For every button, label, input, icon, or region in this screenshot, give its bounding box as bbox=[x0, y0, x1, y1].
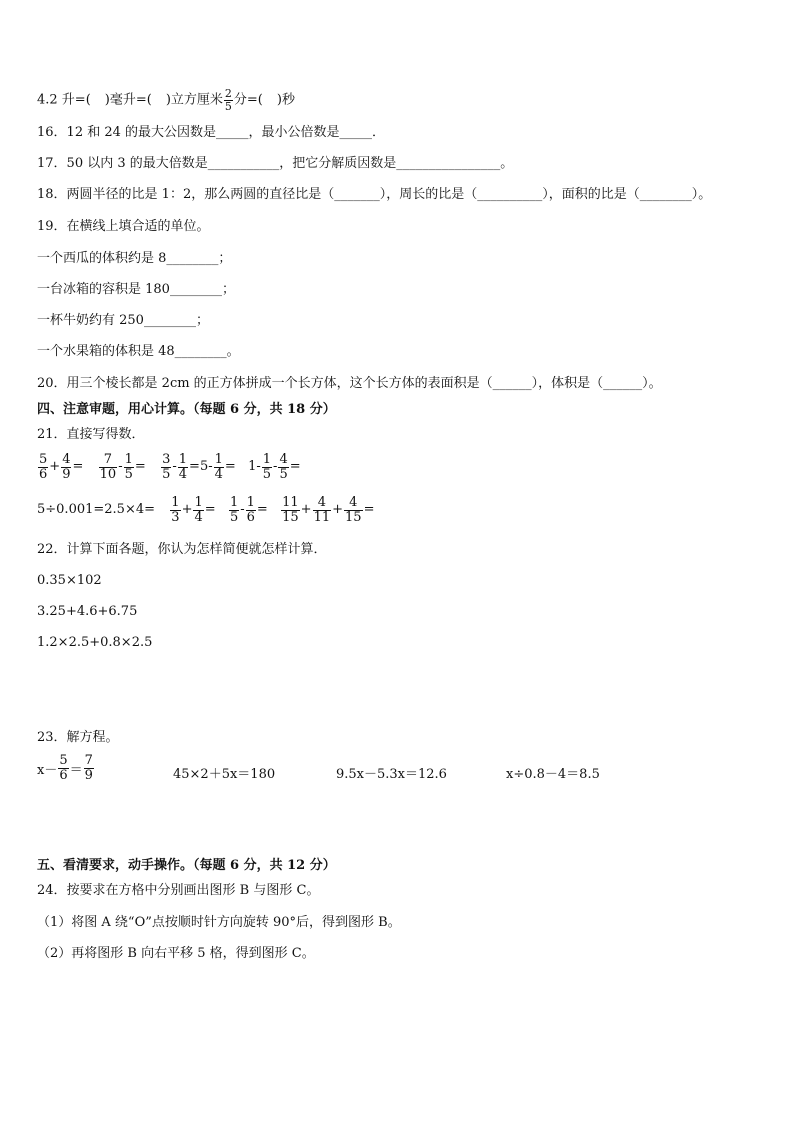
section-5-heading: 五、看清要求，动手操作。（每题 6 分，共 12 分） bbox=[37, 858, 336, 873]
r1-frac-2 bbox=[61, 453, 71, 481]
r1-frac-4-den: 5 bbox=[124, 466, 133, 482]
r1-frac-4-num: 1 bbox=[124, 452, 133, 467]
r2-text-2: 2.5×4= bbox=[104, 502, 156, 518]
r2-frac-2 bbox=[193, 496, 203, 524]
r1-op-2: - bbox=[118, 459, 123, 475]
r1-text-7: 5- bbox=[199, 459, 213, 475]
r1-frac-5 bbox=[161, 453, 171, 481]
r2-frac-7-den: 15 bbox=[345, 509, 362, 525]
q15-part-c: )立方厘米 bbox=[165, 92, 223, 108]
r1-frac-5-den: 5 bbox=[162, 466, 171, 482]
q20-text: 20．用三个棱长都是 2cm 的正方体拼成一个长方体，这个长方体的表面积是（______），体积是（______）。 bbox=[37, 376, 662, 391]
r2-op-4: + bbox=[332, 502, 344, 518]
q19-item-1: 一个西瓜的体积约是 8________； bbox=[37, 251, 232, 266]
r2-frac-7 bbox=[344, 496, 363, 524]
r2-frac-2-num: 1 bbox=[194, 495, 203, 510]
r2-frac-1 bbox=[170, 496, 180, 524]
r1-frac-6 bbox=[178, 453, 188, 481]
q16-text: 16．12 和 24 的最大公因数是_____，最小公倍数是_____． bbox=[37, 125, 386, 140]
r2-frac-6 bbox=[313, 496, 332, 524]
q19-title: 19．在横线上填合适的单位。 bbox=[37, 219, 210, 234]
r2-frac-3 bbox=[229, 496, 239, 524]
r1-frac-8-num: 1 bbox=[262, 452, 272, 467]
r2-frac-4-num: 1 bbox=[246, 495, 255, 510]
q15-part-e: )秒 bbox=[276, 92, 295, 108]
q23-equation-2: 45×2＋5x＝180 bbox=[173, 767, 276, 782]
q15-part-d: 分=( bbox=[233, 92, 263, 108]
r2-frac-7-num: 4 bbox=[344, 496, 363, 511]
r2-eq-2: = bbox=[256, 502, 268, 518]
r2-frac-4-den: 6 bbox=[246, 509, 255, 525]
q19-item-3: 一杯牛奶约有 250________； bbox=[37, 313, 209, 328]
r1-eq-1: = bbox=[72, 459, 84, 475]
q23-eq1-frac-1-num: 5 bbox=[59, 753, 68, 768]
r1-frac-7 bbox=[214, 453, 224, 481]
q23-eq1-frac-2-num: 7 bbox=[84, 753, 93, 768]
r1-frac-3 bbox=[99, 453, 118, 481]
r1-eq-4: = bbox=[224, 459, 236, 475]
q23-title: 23．解方程。 bbox=[37, 730, 119, 745]
r1-frac-8 bbox=[262, 453, 272, 481]
r2-frac-5-num: 11 bbox=[282, 495, 299, 510]
q15-fraction bbox=[224, 88, 233, 112]
q15-fraction-num: 2 bbox=[224, 87, 232, 100]
r1-frac-7-den: 4 bbox=[214, 466, 223, 482]
r1-frac-9 bbox=[278, 453, 288, 481]
r2-op-2: - bbox=[240, 502, 245, 518]
r2-frac-1-den: 3 bbox=[171, 509, 180, 525]
q22-item-3: 1.2×2.5+0.8×2.5 bbox=[37, 635, 153, 650]
r1-op-5: - bbox=[273, 459, 278, 475]
r2-eq-3: = bbox=[363, 502, 375, 518]
r2-op-3: + bbox=[300, 502, 312, 518]
q23-eq1-frac-1 bbox=[58, 754, 68, 782]
q23-eq1-pre: x－ bbox=[37, 762, 58, 778]
q24-title: 24．按要求在方格中分别画出图形 B 与图形 C。 bbox=[37, 883, 320, 898]
r1-frac-1 bbox=[38, 453, 48, 481]
r1-eq-3: = bbox=[189, 459, 200, 475]
r2-frac-5 bbox=[281, 496, 300, 524]
r2-frac-3-num: 1 bbox=[229, 495, 239, 510]
q22-item-1: 0.35×102 bbox=[37, 573, 102, 588]
q19-item-2: 一台冰箱的容积是 180________； bbox=[37, 282, 235, 297]
r2-frac-5-den: 15 bbox=[282, 509, 299, 525]
q23-eq1-frac-1-den: 6 bbox=[59, 767, 68, 783]
r1-frac-5-num: 3 bbox=[162, 452, 171, 467]
r1-frac-3-den: 10 bbox=[99, 466, 117, 482]
r1-frac-7-num: 1 bbox=[214, 452, 223, 467]
q21-row-2 bbox=[37, 496, 374, 524]
r2-frac-4 bbox=[246, 496, 256, 524]
r1-eq-2: = bbox=[134, 459, 146, 475]
r1-frac-2-num: 4 bbox=[62, 452, 71, 467]
q23-equation-3: 9.5x－5.3x＝12.6 bbox=[336, 767, 447, 782]
q15-part-a: 4.2 升=( bbox=[37, 92, 91, 108]
q24-step-1: （1）将图 A 绕“O”点按顺时针方向旋转 90°后，得到图形 B。 bbox=[37, 915, 401, 930]
r1-frac-1-den: 6 bbox=[39, 466, 48, 482]
q18-text: 18．两圆半径的比是 1：2，那么两圆的直径比是（_______），周长的比是（__________），面积的比是（________）。 bbox=[37, 187, 712, 202]
q23-eq1-frac-2-den: 9 bbox=[84, 767, 93, 783]
q15-fraction-den: 5 bbox=[224, 99, 232, 113]
r2-frac-1-num: 1 bbox=[171, 495, 180, 510]
q22-item-2: 3.25+4.6+6.75 bbox=[37, 604, 138, 619]
q24-step-2: （2）再将图形 B 向右平移 5 格，得到图形 C。 bbox=[37, 946, 315, 961]
q23-equation-4: x÷0.8－4＝8.5 bbox=[506, 767, 600, 782]
q23-equation-1 bbox=[37, 754, 95, 782]
r1-frac-3-num: 7 bbox=[99, 453, 118, 468]
q23-eq1-equals: ＝ bbox=[69, 762, 83, 778]
r1-frac-2-den: 9 bbox=[62, 466, 71, 482]
r2-frac-3-den: 5 bbox=[229, 509, 239, 525]
r2-op-1: + bbox=[181, 502, 193, 518]
r2-frac-6-den: 11 bbox=[313, 509, 331, 525]
r2-frac-2-den: 4 bbox=[194, 509, 203, 525]
section-4-heading: 四、注意审题，用心计算。（每题 6 分，共 18 分） bbox=[37, 402, 336, 417]
r1-frac-9-den: 5 bbox=[279, 466, 288, 482]
q23-eq1-frac-2 bbox=[84, 754, 94, 782]
r1-frac-1-num: 5 bbox=[39, 452, 48, 467]
q15-part-b: )毫升=( bbox=[104, 92, 152, 108]
r2-text-1: 5÷0.001= bbox=[37, 502, 105, 518]
r1-frac-6-num: 1 bbox=[178, 452, 188, 467]
r2-eq-1: = bbox=[204, 502, 216, 518]
r1-eq-5: = bbox=[289, 459, 301, 475]
q21-title: 21．直接写得数． bbox=[37, 427, 145, 442]
q19-item-4: 一个水果箱的体积是 48________。 bbox=[37, 344, 240, 359]
r1-text-8: 1- bbox=[248, 459, 261, 475]
q21-row-1 bbox=[37, 453, 301, 481]
r1-frac-6-den: 4 bbox=[178, 466, 188, 482]
r2-frac-6-num: 4 bbox=[313, 496, 332, 511]
r1-frac-4 bbox=[124, 453, 134, 481]
r1-op-3: - bbox=[172, 459, 177, 475]
q15-unit-conversion-line bbox=[37, 88, 295, 112]
r1-frac-9-num: 4 bbox=[279, 452, 288, 467]
r1-frac-8-den: 5 bbox=[262, 466, 272, 482]
q22-title: 22．计算下面各题，你认为怎样简便就怎样计算． bbox=[37, 542, 327, 557]
q17-text: 17．50 以内 3 的最大倍数是___________，把它分解质因数是________________。 bbox=[37, 156, 514, 171]
r1-op-1: + bbox=[49, 459, 61, 475]
